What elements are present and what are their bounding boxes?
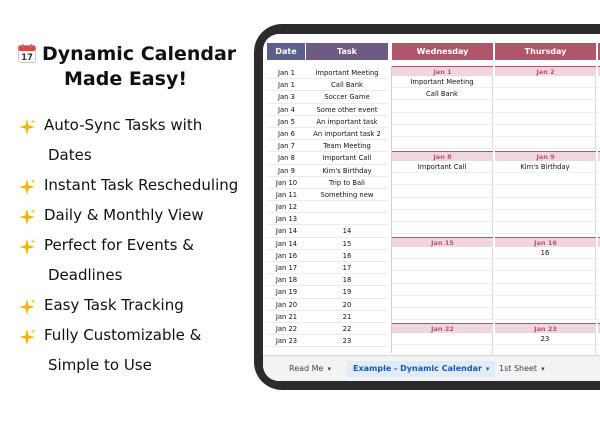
event-cell[interactable]	[392, 185, 492, 197]
task-name-cell[interactable]: Call Bank	[331, 81, 363, 90]
table-row[interactable]	[267, 79, 388, 91]
event-cell[interactable]	[495, 76, 595, 88]
feature-text-continued: Deadlines	[48, 266, 123, 284]
tab-1st-sheet-label: 1st Sheet	[499, 364, 538, 373]
wednesday-column	[392, 333, 493, 357]
day-header-wednesday: Jan 1	[392, 66, 493, 76]
event-cell[interactable]: Kim's Birthday	[495, 161, 595, 173]
task-date-cell[interactable]: Jan 16	[275, 251, 298, 260]
task-date-cell[interactable]: Jan 17	[275, 264, 298, 272]
task-name-cell[interactable]	[306, 201, 388, 212]
table-row[interactable]	[267, 152, 388, 164]
event-cell[interactable]	[392, 308, 492, 320]
task-name-cell[interactable]: Team Meeting	[323, 142, 371, 151]
event-cell[interactable]	[495, 210, 595, 222]
feature-item	[18, 170, 250, 200]
task-name-cell[interactable]: Something new	[320, 190, 374, 199]
task-date-cell[interactable]: Jan 20	[275, 300, 298, 309]
calendar-week	[392, 66, 600, 149]
task-date-cell[interactable]: Jan 1	[278, 69, 295, 77]
feature-item	[18, 290, 250, 320]
event-cell[interactable]	[392, 333, 492, 345]
table-row[interactable]	[267, 104, 388, 116]
table-row[interactable]	[267, 91, 388, 103]
feature-list	[18, 110, 250, 380]
tab-read-me[interactable]	[283, 361, 337, 377]
event-cell[interactable]	[495, 137, 595, 149]
task-name-cell[interactable]: Some other event	[316, 105, 378, 114]
wednesday-column	[392, 76, 493, 149]
event-cell[interactable]	[392, 247, 492, 259]
task-name-cell[interactable]: 17	[342, 264, 352, 272]
calendar-week	[392, 237, 600, 320]
event-cell[interactable]	[495, 113, 595, 125]
feature-item	[18, 200, 250, 230]
calendar-week	[392, 323, 600, 357]
task-date-cell[interactable]: Jan 11	[275, 190, 298, 199]
wednesday-column	[392, 161, 493, 234]
event-cell[interactable]: 16	[495, 247, 595, 259]
event-cell[interactable]	[392, 137, 492, 149]
event-cell[interactable]	[495, 308, 595, 320]
calendar-week	[392, 151, 600, 234]
task-name-cell[interactable]: Trip to Bali	[329, 178, 365, 187]
event-cell[interactable]	[495, 284, 595, 296]
task-name-cell[interactable]: An important task 2	[313, 129, 381, 138]
feature-text: Auto-Sync Tasks with	[44, 116, 203, 134]
task-date-cell[interactable]: Jan 5	[278, 117, 295, 126]
header-thursday: Thursday	[495, 43, 596, 60]
day-header-wednesday: Jan 15	[392, 237, 493, 247]
task-name-cell[interactable]: 19	[342, 288, 352, 297]
event-cell[interactable]	[392, 296, 492, 308]
task-name-cell[interactable]: 14	[342, 227, 352, 236]
header-task: Task	[306, 43, 388, 60]
feature-text: Perfect for Events &	[44, 236, 194, 254]
event-cell[interactable]	[495, 271, 595, 283]
event-cell[interactable]	[392, 284, 492, 296]
table-row[interactable]	[267, 189, 388, 201]
task-date-cell[interactable]: Jan 8	[278, 154, 295, 163]
svg-text:17: 17	[21, 53, 33, 63]
event-cell[interactable]	[495, 198, 595, 210]
table-row[interactable]	[267, 286, 388, 298]
table-row[interactable]	[267, 67, 388, 79]
feature-text: Daily & Monthly View	[44, 206, 204, 224]
event-cell[interactable]	[392, 125, 492, 137]
task-list	[267, 67, 388, 347]
tab-1st-sheet[interactable]	[493, 361, 551, 377]
task-name-cell[interactable]: 20	[342, 300, 352, 309]
task-date-cell[interactable]: Jan 18	[275, 276, 298, 285]
day-header-thursday: Jan 9	[495, 151, 596, 161]
table-row[interactable]	[267, 262, 388, 274]
thursday-column	[495, 76, 596, 149]
event-cell[interactable]	[495, 100, 595, 112]
event-cell[interactable]: Important Call	[392, 161, 492, 173]
event-cell[interactable]	[495, 185, 595, 197]
task-name-cell[interactable]: Soccer Game	[324, 93, 370, 102]
tab-example-label: Example - Dynamic Calendar	[353, 364, 482, 373]
sheet-tabs-bar	[263, 355, 600, 381]
table-row[interactable]	[267, 128, 388, 140]
event-cell[interactable]	[392, 259, 492, 271]
table-row[interactable]	[267, 177, 388, 189]
task-name-cell[interactable]: 15	[342, 239, 352, 248]
task-date-cell[interactable]: Jan 21	[275, 312, 298, 321]
event-cell[interactable]	[392, 100, 492, 112]
table-row[interactable]	[267, 250, 388, 262]
day-header-thursday: Jan 2	[495, 66, 596, 76]
event-cell[interactable]: Call Bank	[392, 88, 492, 100]
headline	[18, 42, 248, 92]
task-date-cell[interactable]: Jan 9	[278, 166, 295, 175]
sparkles-icon	[18, 296, 36, 314]
feature-text-continued: Dates	[48, 146, 92, 164]
day-header-thursday: Jan 23	[495, 323, 596, 333]
table-row[interactable]	[267, 335, 388, 347]
task-name-cell[interactable]: Important Meeting	[315, 69, 379, 77]
day-header-thursday: Jan 16	[495, 237, 596, 247]
calendar-icon	[18, 44, 36, 63]
task-date-cell[interactable]: Jan 22	[275, 324, 298, 333]
event-cell[interactable]	[392, 210, 492, 222]
task-name-cell[interactable]: Kim's Birthday	[322, 166, 372, 175]
feature-item	[18, 320, 250, 380]
task-name-cell[interactable]: Important Call	[322, 154, 372, 163]
feature-item	[18, 230, 250, 290]
table-row[interactable]	[267, 238, 388, 250]
chevron-down-icon[interactable]: ▾	[485, 365, 490, 373]
table-row[interactable]	[267, 140, 388, 152]
feature-item	[18, 110, 250, 170]
task-date-cell[interactable]: Jan 6	[278, 129, 295, 138]
task-date-cell[interactable]: Jan 14	[275, 227, 298, 236]
tab-example-dynamic-calendar[interactable]	[347, 361, 495, 377]
sparkles-icon	[18, 236, 36, 254]
calendar-grid	[391, 66, 600, 353]
event-cell[interactable]	[392, 173, 492, 185]
table-row[interactable]	[267, 311, 388, 323]
task-date-cell[interactable]: Jan 13	[275, 215, 298, 224]
task-name-cell[interactable]: 21	[342, 312, 352, 321]
promo-panel	[0, 0, 250, 424]
task-name-cell[interactable]: 22	[342, 324, 352, 333]
task-date-cell[interactable]: Jan 12	[275, 203, 298, 212]
sparkles-icon	[18, 116, 36, 134]
task-date-cell[interactable]: Jan 23	[275, 337, 298, 346]
task-date-cell[interactable]: Jan 7	[278, 142, 295, 151]
table-row[interactable]	[267, 201, 388, 213]
event-cell[interactable]	[495, 222, 595, 234]
task-name-cell[interactable]: An important task	[316, 117, 378, 126]
table-row[interactable]	[267, 225, 388, 237]
task-name-cell[interactable]	[306, 213, 388, 224]
table-row[interactable]	[267, 165, 388, 177]
event-cell[interactable]	[392, 198, 492, 210]
feature-text: Instant Task Rescheduling	[44, 176, 239, 194]
thursday-column	[495, 247, 596, 320]
sparkles-icon	[18, 176, 36, 194]
thursday-column	[495, 161, 596, 234]
feature-text: Fully Customizable &	[44, 326, 202, 344]
headline-line-1: Dynamic Calendar	[42, 43, 237, 65]
feature-text-continued: Simple to Use	[48, 356, 152, 374]
task-date-cell[interactable]: Jan 3	[278, 93, 295, 102]
table-row[interactable]	[267, 323, 388, 335]
day-header-wednesday: Jan 8	[392, 151, 493, 161]
event-cell[interactable]	[392, 222, 492, 234]
task-date-cell[interactable]: Jan 10	[275, 178, 298, 187]
task-date-cell[interactable]: Jan 1	[278, 81, 295, 90]
task-date-cell[interactable]: Jan 4	[278, 105, 295, 114]
task-date-cell[interactable]: Jan 14	[275, 239, 298, 248]
task-date-cell[interactable]: Jan 19	[275, 288, 298, 297]
event-cell[interactable]	[495, 296, 595, 308]
event-cell[interactable]	[392, 113, 492, 125]
task-name-cell[interactable]: 18	[342, 276, 352, 285]
sparkles-icon	[18, 326, 36, 344]
task-name-cell[interactable]: 16	[342, 251, 352, 260]
tab-read-me-label: Read Me	[289, 364, 324, 373]
header-date: Date	[267, 43, 305, 60]
table-row[interactable]	[267, 116, 388, 128]
event-cell[interactable]	[392, 271, 492, 283]
day-header-wednesday: Jan 22	[392, 323, 493, 333]
table-row[interactable]	[267, 213, 388, 225]
table-row[interactable]	[267, 299, 388, 311]
table-row[interactable]	[267, 274, 388, 286]
headline-line-2: Made Easy!	[64, 68, 187, 90]
chevron-down-icon[interactable]: ▾	[541, 365, 545, 373]
thursday-column	[495, 333, 596, 357]
sparkles-icon	[18, 206, 36, 224]
event-cell[interactable]	[495, 259, 595, 271]
spreadsheet-screen	[263, 34, 600, 381]
header-wednesday: Wednesday	[392, 43, 493, 60]
feature-text: Easy Task Tracking	[44, 296, 184, 314]
event-cell[interactable]: Important Meeting	[392, 76, 492, 88]
event-cell[interactable]	[495, 88, 595, 100]
task-name-cell[interactable]: 23	[342, 337, 352, 346]
event-cell[interactable]	[495, 125, 595, 137]
wednesday-column	[392, 247, 493, 320]
chevron-down-icon[interactable]: ▾	[327, 365, 331, 373]
event-cell[interactable]: 23	[495, 333, 595, 345]
event-cell[interactable]	[495, 173, 595, 185]
